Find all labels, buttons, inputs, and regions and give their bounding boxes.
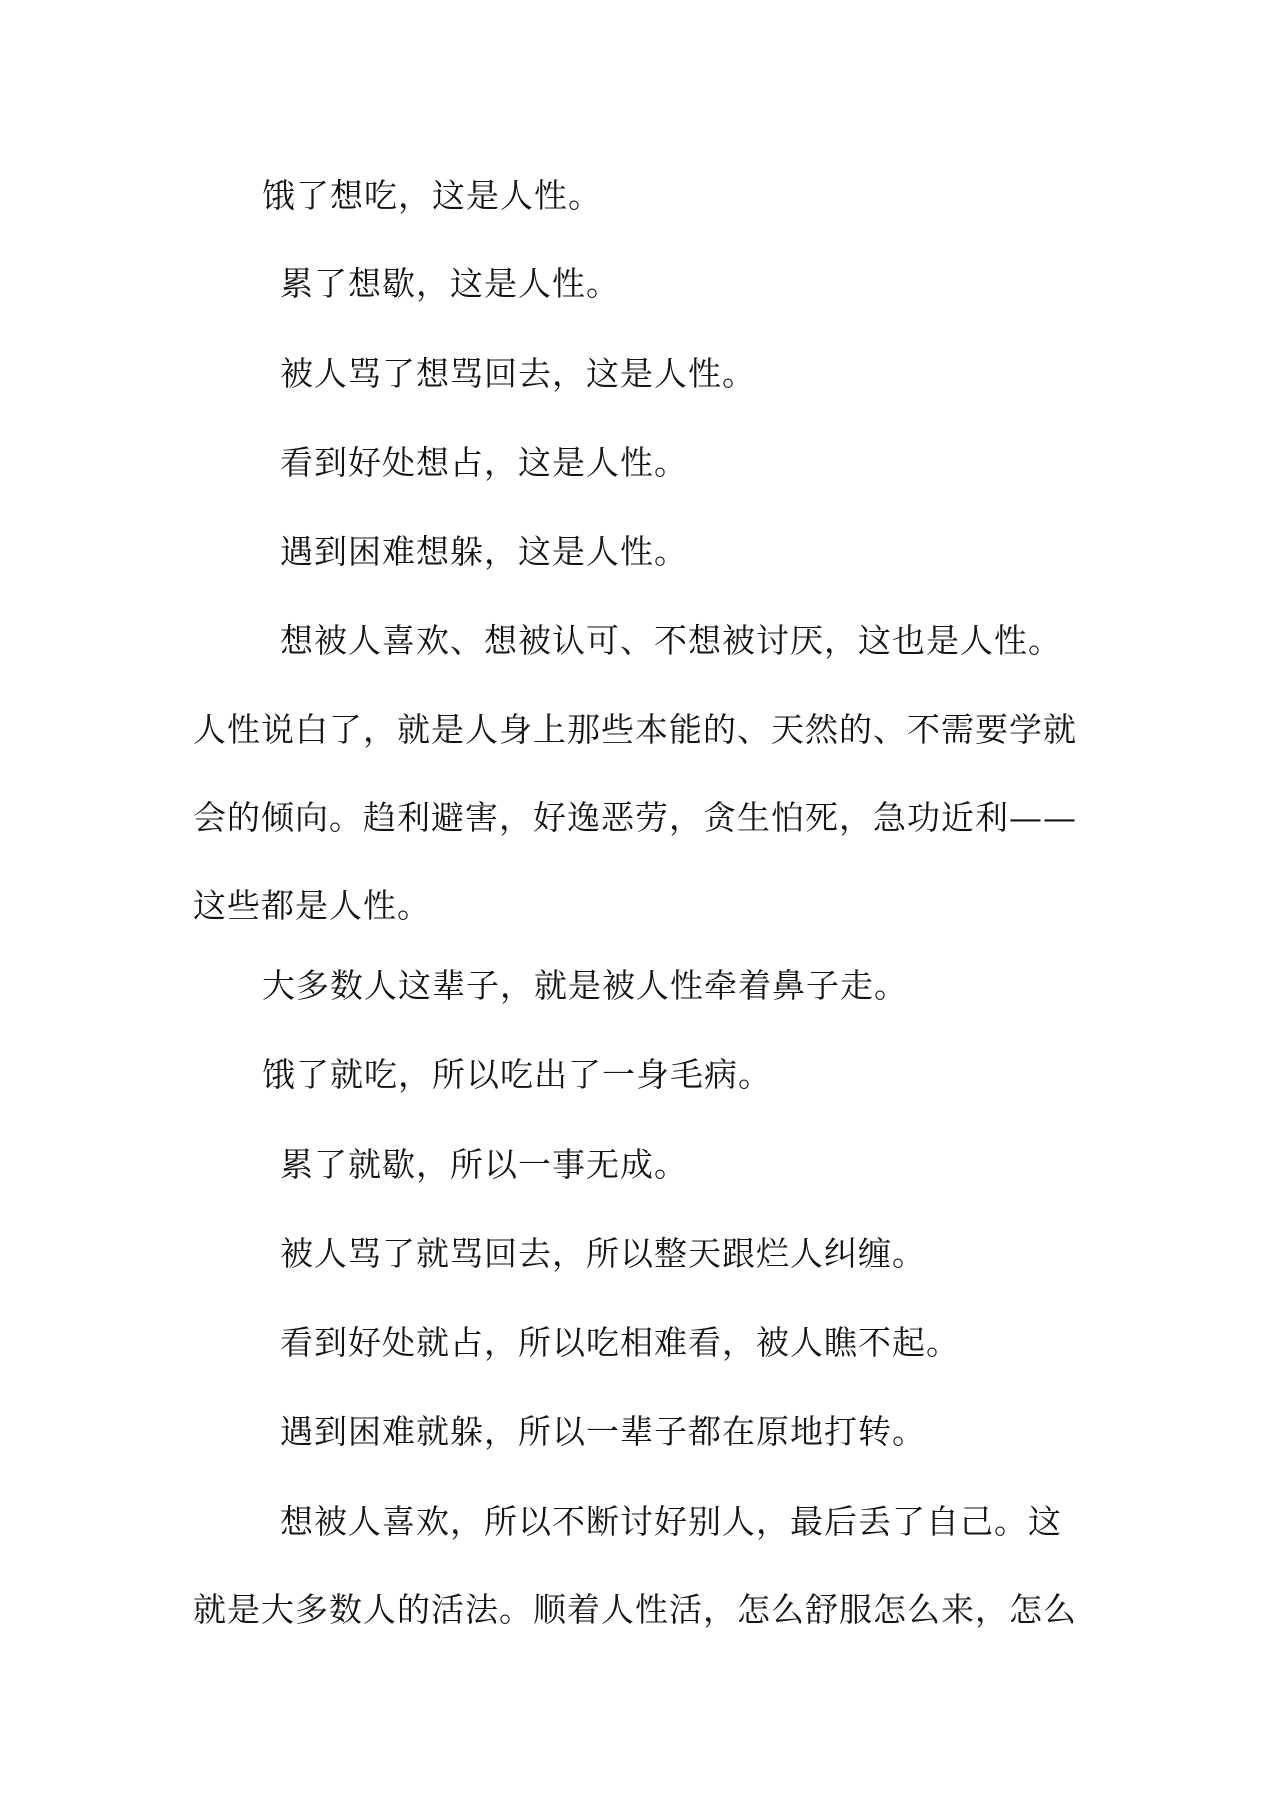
text-line: 大多数人这辈子，就是被人性牵着鼻子走。 <box>262 966 908 1005</box>
text-line: 人性说白了，就是人身上那些本能的、天然的、不需要学就 <box>193 710 1077 749</box>
text-line: 被人骂了想骂回去，这是人性。 <box>280 354 756 393</box>
text-line: 饿了就吃，所以吃出了一身毛病。 <box>262 1055 772 1094</box>
text-line: 累了想歇，这是人性。 <box>280 264 620 303</box>
text-line: 就是大多数人的活法。顺着人性活，怎么舒服怎么来，怎么 <box>193 1590 1077 1629</box>
text-line: 看到好处想占，这是人性。 <box>280 443 688 482</box>
text-line: 遇到困难想躲，这是人性。 <box>280 532 688 571</box>
text-line: 累了就歇，所以一事无成。 <box>280 1145 688 1184</box>
text-line: 想被人喜欢、想被认可、不想被讨厌，这也是人性。 <box>280 621 1062 660</box>
text-line: 看到好处就占，所以吃相难看，被人瞧不起。 <box>280 1323 960 1362</box>
text-line: 想被人喜欢，所以不断讨好别人，最后丢了自己。这 <box>280 1502 1062 1541</box>
text-line: 被人骂了就骂回去，所以整天跟烂人纠缠。 <box>280 1234 926 1273</box>
text-line: 这些都是人性。 <box>193 886 431 925</box>
text-line: 饿了想吃，这是人性。 <box>262 176 602 215</box>
text-line: 遇到困难就躲，所以一辈子都在原地打转。 <box>280 1412 926 1451</box>
text-line: 会的倾向。趋利避害，好逸恶劳，贪生怕死，急功近利—— <box>193 798 1077 837</box>
